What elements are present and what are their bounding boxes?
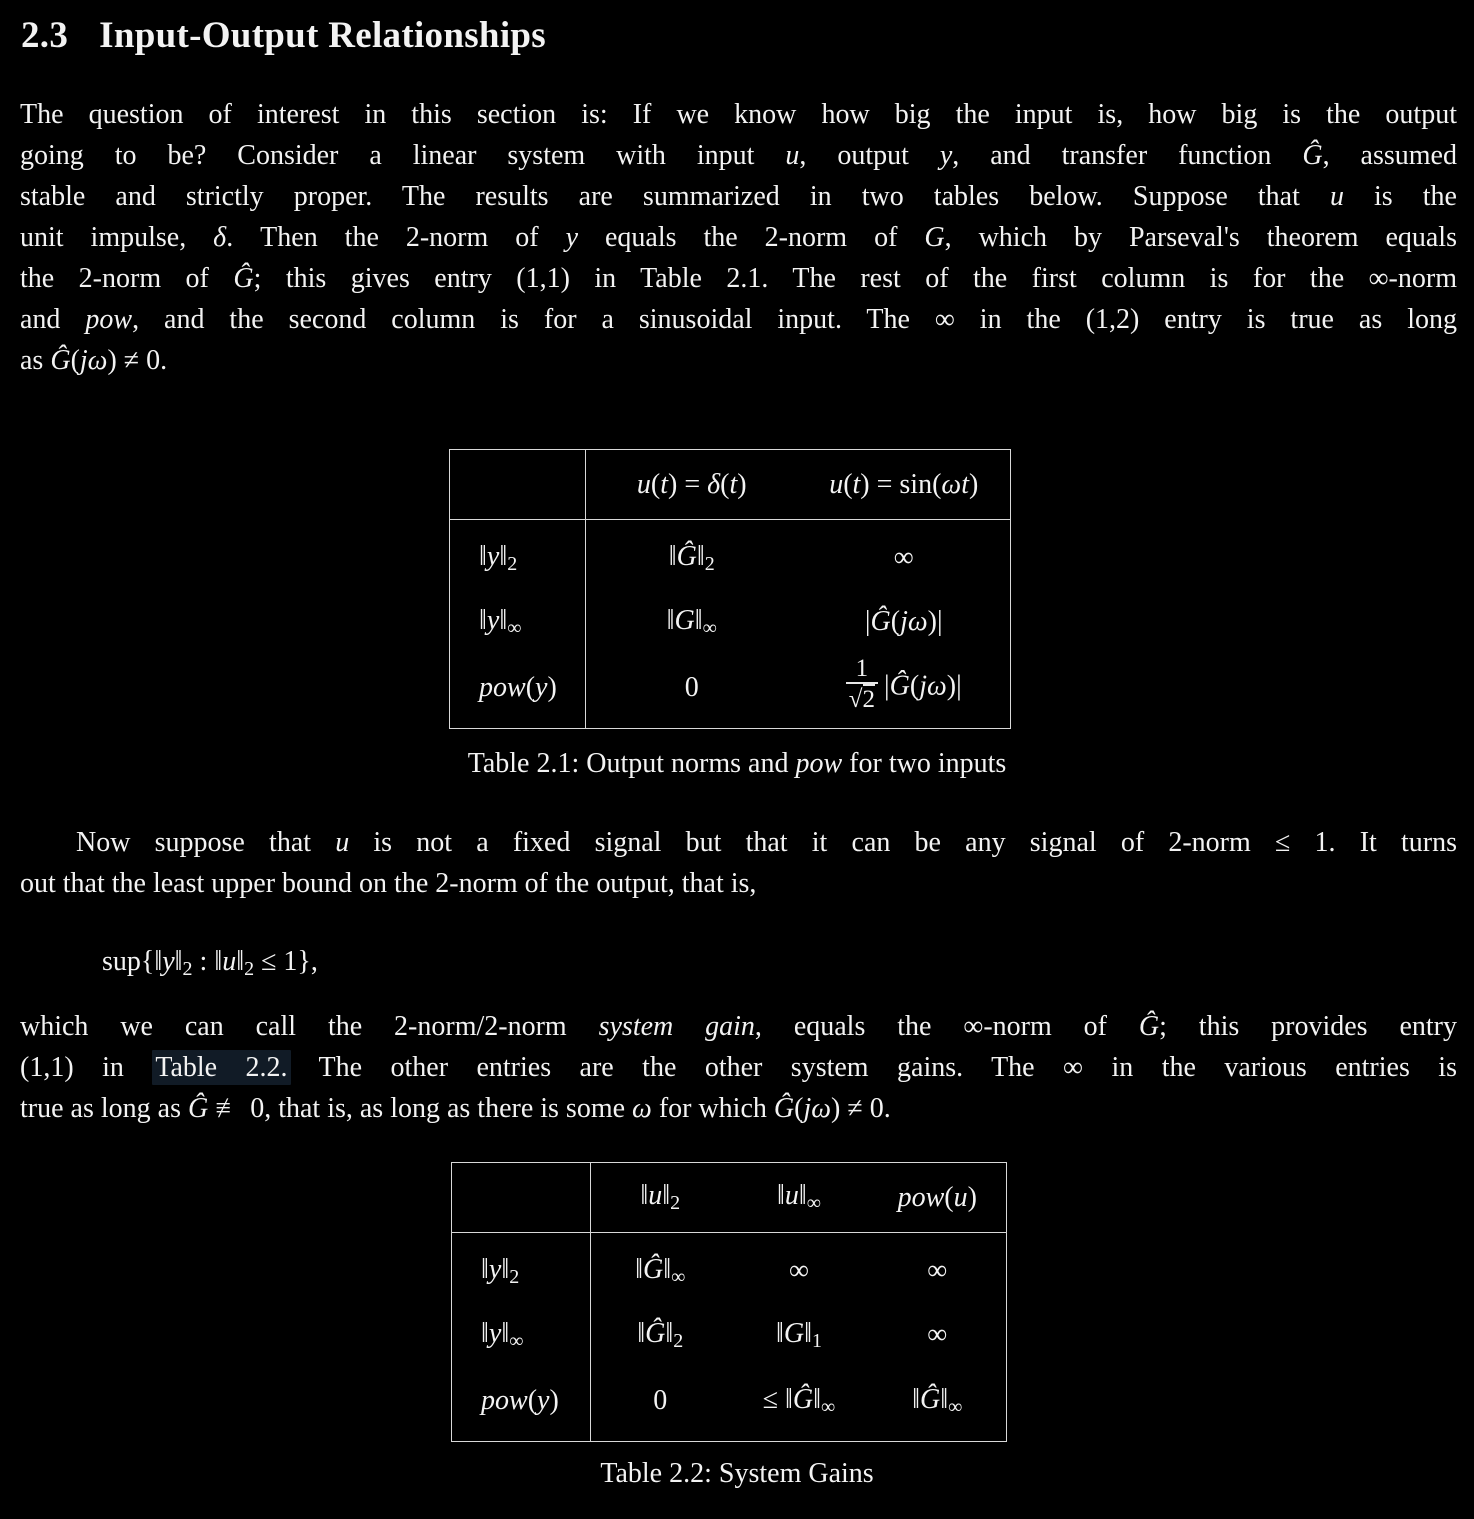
column-header: $‖u‖_2$: [591, 1163, 730, 1233]
table-corner-cell: [450, 450, 586, 520]
table-cell: $\frac{1}{√2}$ |Ĝ(jω)|: [798, 654, 1011, 729]
table-cell: $‖G‖_1$: [776, 1317, 822, 1352]
table-cell: 0: [653, 1385, 668, 1416]
table-cell: $‖Ĝ‖_\infty$: [912, 1383, 963, 1418]
row-label: $‖y‖_\infty$: [450, 590, 586, 654]
text-line: true as long as Ĝ ≢ 0, that is, as long as there is some ω for which Ĝ(jω) ≠ 0.: [20, 1093, 891, 1124]
column-header: u(t) = sin(ωt): [798, 450, 1011, 520]
row-label: $‖y‖_\infty$: [452, 1303, 591, 1367]
section-title: Input-Output Relationships: [99, 15, 546, 56]
paragraph-2: [20, 822, 1457, 904]
text-line: and pow, and the second column is for a sinusoidal input. The ∞ in the (1,2) entry is true as long: [20, 304, 1457, 335]
table-row: [450, 590, 1011, 654]
table-cell: ∞: [927, 1319, 948, 1350]
paragraph-1: [20, 94, 1457, 381]
table-cell: |Ĝ(jω)|: [864, 606, 943, 637]
paragraph-3: [20, 1006, 1457, 1129]
table-cell: ∞: [789, 1255, 809, 1286]
table-corner-cell: [452, 1163, 591, 1233]
row-label: pow(y): [450, 654, 586, 729]
table-cell: $‖Ĝ‖_2$: [668, 540, 715, 575]
table-row: [450, 520, 1011, 591]
table-cell: $‖G‖_\infty$: [666, 604, 717, 639]
table-row: [450, 654, 1011, 729]
table-2-1-output-norms: [449, 449, 1011, 729]
table-cell: ∞: [927, 1255, 948, 1286]
section-heading: [21, 14, 546, 57]
column-header: pow(u): [869, 1163, 1007, 1233]
text-line: the 2-norm of Ĝ; this gives entry (1,1) in Table 2.1. The rest of the first column is for the ∞-norm: [20, 263, 1457, 294]
text-line: going to be? Consider a linear system with input u, output y, and transfer function Ĝ, assumed: [20, 140, 1457, 171]
table-2-1-caption: Table 2.1: Output norms and pow for two inputs: [467, 748, 1007, 779]
column-header: u(t) = δ(t): [586, 450, 798, 520]
text-line: Now suppose that u is not a fixed signal but that it can be any signal of 2-norm ≤ 1. It turns: [76, 827, 1458, 858]
text-line: as Ĝ(jω) ≠ 0.: [20, 345, 168, 376]
table-cell: $‖Ĝ‖_2$: [637, 1317, 684, 1352]
table-header-row: [450, 450, 1011, 520]
row-label: $‖y‖_2$: [450, 520, 586, 591]
table-2-2-system-gains: [451, 1162, 1007, 1442]
column-header: $‖u‖_\infty$: [730, 1163, 869, 1233]
table-cell: ∞: [893, 542, 914, 573]
text-line: (1,1) in Table 2.2. The other entries are the other system gains. The ∞ in the various entries is: [20, 1052, 1457, 1083]
table-2-2-caption: Table 2.2: System Gains: [600, 1458, 874, 1489]
section-number: 2.3: [21, 15, 69, 56]
row-label: $‖y‖_2$: [452, 1233, 591, 1304]
table-row: [452, 1303, 1007, 1367]
text-line: stable and strictly proper. The results are summarized in two tables below. Suppose that u is the: [20, 181, 1457, 212]
table-2-2-link[interactable]: Table 2.2.: [152, 1050, 290, 1085]
table-cell: 0: [684, 672, 699, 703]
text-line: out that the least upper bound on the 2-norm of the output, that is,: [20, 868, 757, 899]
table-header-row: [452, 1163, 1007, 1233]
text-line: which we can call the 2-norm/2-norm system gain, equals the ∞-norm of Ĝ; this provides entry: [20, 1011, 1457, 1042]
display-formula: $sup\{‖y‖_2$ : $‖u‖_2 \le 1$},: [102, 946, 318, 980]
table-row: [452, 1367, 1007, 1442]
text-line: unit impulse, δ. Then the 2-norm of y equals the 2-norm of G, which by Parseval's theorem equals: [20, 222, 1457, 253]
fraction: $\frac{1}{√2}$: [846, 655, 878, 715]
table-cell: ≤ $‖Ĝ‖_\infty$: [762, 1383, 836, 1418]
row-label: pow(y): [452, 1367, 591, 1442]
table-cell: $‖Ĝ‖_\infty$: [635, 1253, 686, 1288]
table-row: [452, 1233, 1007, 1304]
text-line: The question of interest in this section is: If we know how big the input is, how big is the output: [20, 99, 1457, 130]
